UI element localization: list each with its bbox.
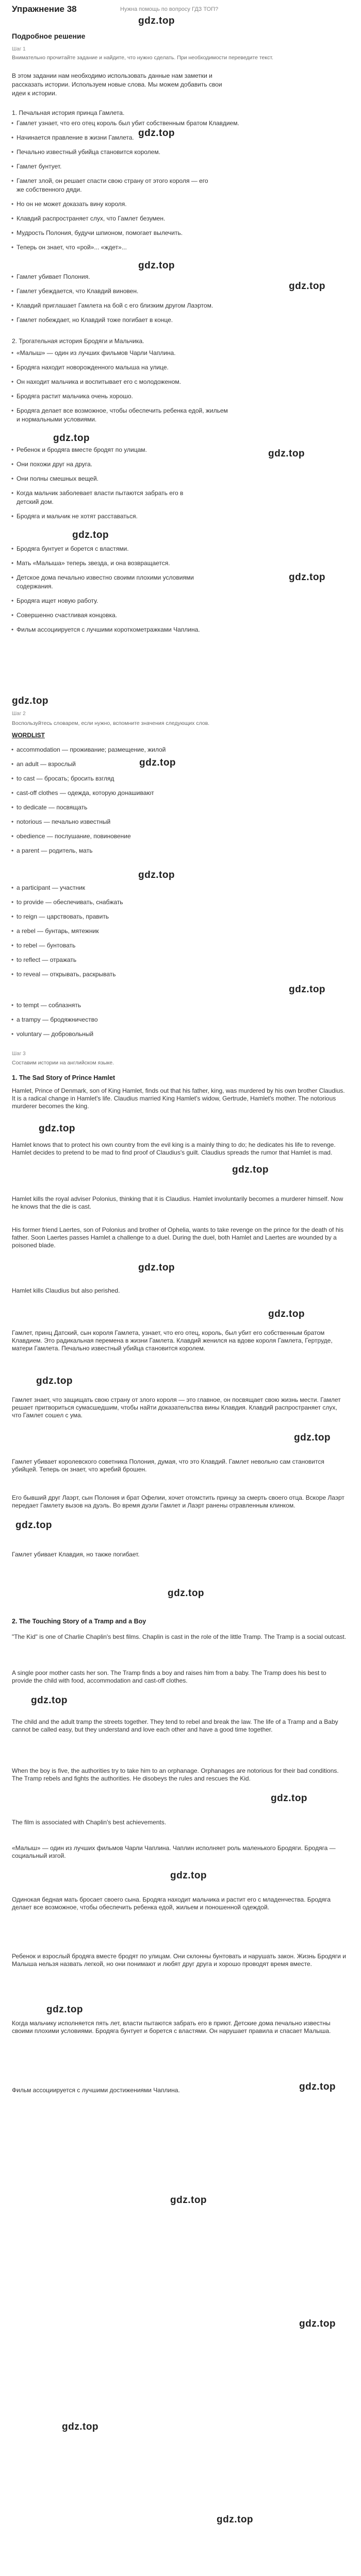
list-item-continuation: содержания.	[17, 583, 53, 590]
list-item: • Бродяга ищет новую работу.	[17, 597, 98, 604]
vocab-item: • accommodation — проживание; размещение, жилой	[17, 746, 166, 753]
vocab-item: • a rebel — бунтарь, мятежник	[17, 927, 99, 935]
vocab-item: • to reign — царствовать, править	[17, 913, 109, 920]
list-item: • Бродяга находит новорожденного малыша на улице.	[17, 364, 169, 371]
watermark: gdz.top	[15, 1520, 53, 1531]
step-label: Шаг 1	[12, 46, 26, 52]
paragraph: Hamlet kills Claudius but also perished.	[12, 1287, 120, 1294]
watermark: gdz.top	[289, 984, 326, 995]
list-item-continuation: же собственного дяди.	[17, 186, 82, 193]
list-item: • Он находит мальчика и воспитывает его с молодоженом.	[17, 378, 181, 385]
step-note: Воспользуйтесь словарем, если нужно, вспомните значения следующих слов.	[12, 720, 210, 726]
watermark: gdz.top	[168, 1588, 205, 1599]
list-item: • Гамлет убивает Полония.	[17, 273, 90, 280]
list-item: • «Малыш» — один из лучших фильмов Чарли Чаплина.	[17, 349, 176, 357]
intro-line: рассказать истории. Используем новые слова. Мы можем добавить свои	[12, 81, 222, 88]
list-item: • Мудрость Полония, будучи шпионом, помогает вылечить.	[17, 229, 183, 236]
step-note: Составим истории на английском языке.	[12, 1060, 114, 1066]
list-item: • Мать «Малыша» теперь звезда, и она возвращается.	[17, 560, 170, 567]
vocab-item: • an adult — взрослый	[17, 760, 76, 768]
paragraph: Hamlet, Prince of Denmark, son of King Hamlet, finds out that his father, king, was murdered by his own brother Claudius. It is a radical change in Hamlet's life. Claudius married King Hamlet's widow, Gertrude, Hamlet's mother. The notorious murderer becomes the king.	[12, 1087, 345, 1110]
paragraph: His former friend Laertes, son of Polonius and brother of Ophelia, wants to take revenge on the prince for the death of his father. Soon Laertes passes Hamlet a challenge to a duel. During the duel, both Hamlet and Laertes are wounded by a poisoned blade.	[12, 1226, 344, 1249]
list-item: • Ребенок и бродяга вместе бродят по улицам.	[17, 446, 147, 453]
story-title: 1. The Sad Story of Prince Hamlet	[12, 1074, 116, 1081]
watermark: gdz.top	[299, 2081, 336, 2092]
paragraph: The film is associated with Chaplin's best achievements.	[12, 1819, 167, 1826]
list-item: • Гамлет бунтует.	[17, 163, 61, 170]
vocab-item: • notorious — печально известный	[17, 818, 110, 825]
vocab-item: • a participant — участник	[17, 884, 85, 891]
paragraph: A single poor mother casts her son. The Tramp finds a boy and raises him from a baby. The Tramp does his best to provide the child with food, accommodation and cast-off clothes.	[12, 1669, 326, 1684]
vocab-item: • to reflect — отражать	[17, 956, 76, 963]
list-item: • Бродяга делает все возможное, чтобы обеспечить ребенка едой, жильем	[17, 407, 228, 414]
step-note: Внимательно прочитайте задание и найдите, что нужно сделать. При необходимости переведите текст.	[12, 55, 273, 61]
list-item: • Гамлет злой, он решает спасти свою страну от этого короля — его	[17, 177, 208, 184]
section-title: Подробное решение	[12, 32, 86, 40]
watermark: gdz.top	[46, 2004, 84, 2015]
list-item: • Они полны смешных вещей.	[17, 475, 99, 482]
list-item: • Когда мальчик заболевает власти пытаются забрать его в	[17, 489, 183, 497]
vocab-item: • to cast — бросать; бросить взгляд	[17, 775, 114, 782]
vocab-item: • obedience — послушание, повиновение	[17, 833, 131, 840]
paragraph-ru: Фильм ассоциируется с лучшими достижениями Чаплина.	[12, 2087, 180, 2094]
watermark: gdz.top	[299, 2318, 336, 2329]
watermark: gdz.top	[289, 572, 326, 583]
list-item: • Фильм ассоциируется с лучшими короткометражками Чаплина.	[17, 626, 200, 633]
help-hint-link[interactable]: Нужна помощь по вопросу ГДЗ ТОП?	[120, 6, 219, 12]
watermark: gdz.top	[217, 2514, 254, 2525]
paragraph-ru: Ребенок и взрослый бродяга вместе бродят по улицам. Они склонны бунтовать и нарушать закон. Жизнь Бродяги и Малыша нельзя назвать легкой, но они понимают и любят друг друга и хорошо проводят время вместе.	[12, 1953, 346, 1968]
watermark: gdz.top	[138, 260, 175, 271]
page-title: Упражнение 38	[12, 4, 77, 14]
paragraph-ru: Его бывший друг Лаэрт, сын Полония и брат Офелии, хочет отомстить принцу за смерть своего отца. Вскоре Лаэрт передает Гамлету вызов на дуэль. Во время дуэли Гамлет и Лаэрт ранены отравленным клинком.	[12, 1494, 344, 1509]
list-item: • Детское дома печально известно своими плохими условиями	[17, 574, 194, 581]
watermark: gdz.top	[62, 2421, 99, 2432]
list-item: • Бродяга растит мальчика очень хорошо.	[17, 393, 133, 400]
vocab-item: • to provide — обеспечивать, снабжать	[17, 899, 123, 906]
watermark: gdz.top	[268, 1309, 305, 1319]
paragraph-ru: «Малыш» — один из лучших фильмов Чарли Чаплина. Чаплин исполняет роль маленького Бродяги. Бродяга — социальный изгой.	[12, 1844, 336, 1859]
watermark: gdz.top	[138, 15, 175, 26]
paragraph: Hamlet knows that to protect his own country from the evil king is a mainly thing to do; he dedicates his life to revenge. Hamlet decides to pretend to be mad to find proof of Claudius's guilt. Claudius spreads the rumor that Hamlet is mad.	[12, 1141, 336, 1156]
list-item: • Но он не может доказать вину короля.	[17, 200, 127, 208]
watermark: gdz.top	[53, 433, 90, 444]
paragraph: When the boy is five, the authorities try to take him to an orphanage. Orphanages are notorious for their bad conditions. The Tramp rebels and fights the authorities. He disobeys the rules and rescues the Kid.	[12, 1767, 339, 1782]
vocab-item: • a trampy — бродяжничество	[17, 1016, 98, 1023]
list-item: • Они похожи друг на друга.	[17, 461, 92, 468]
list-item: • Начинается правление в жизни Гамлета.	[17, 134, 134, 141]
watermark: gdz.top	[170, 2195, 207, 2206]
list-item: • Бродяга бунтует и борется с властями.	[17, 545, 129, 552]
watermark: gdz.top	[138, 870, 175, 880]
wordlist-title: WORDLIST	[12, 732, 45, 739]
list-item: • Совершенно счастливая концовка.	[17, 612, 117, 619]
step-label: Шаг 3	[12, 1051, 26, 1057]
vocab-item: • voluntary — добровольный	[17, 1030, 93, 1038]
watermark: gdz.top	[138, 1262, 175, 1273]
watermark: gdz.top	[294, 1432, 331, 1443]
watermark: gdz.top	[31, 1695, 68, 1706]
list-item: • Печально известный убийца становится королем.	[17, 148, 160, 156]
watermark: gdz.top	[138, 128, 175, 139]
vocab-item: • to reveal — открывать, раскрывать	[17, 971, 116, 978]
list-item: • Гамлет убеждается, что Клавдий виновен.	[17, 287, 138, 295]
watermark: gdz.top	[170, 1870, 207, 1881]
vocab-item: • a parent — родитель, мать	[17, 847, 92, 854]
paragraph: The child and the adult tramp the streets together. They tend to rebel and break the law. The life of a Tramp and a Baby cannot be called easy, but they understand and love each other and have a good time together.	[12, 1718, 338, 1733]
story-heading: 2. Трогательная история Бродяги и Мальчика.	[12, 337, 144, 345]
vocab-item: • to rebel — бунтовать	[17, 942, 75, 949]
intro-line: идеи к истории.	[12, 90, 57, 97]
watermark: gdz.top	[39, 1123, 76, 1134]
paragraph-ru: Одинокая бедная мать бросает своего сына. Бродяга находит мальчика и растит его с младенчества. Бродяга делает все возможное, чтобы обеспечить ребенка едой, жильем и поношенной одеждой.	[12, 1896, 331, 1911]
list-item: • Теперь он знает, что «рой»... «ждет»...	[17, 244, 127, 251]
paragraph: "The Kid" is one of Charlie Chaplin's best films. Chaplin is cast in the role of the little Tramp. The Tramp is a social outcast.	[12, 1633, 347, 1640]
paragraph-ru: Гамлет убивает Клавдия, но также погибает.	[12, 1551, 140, 1558]
watermark: gdz.top	[36, 1376, 73, 1386]
intro-line: В этом задании нам необходимо использовать данные нам заметки и	[12, 72, 212, 79]
watermark: gdz.top	[271, 1793, 308, 1804]
list-item-continuation: и нормальными условиями.	[17, 416, 97, 423]
watermark: gdz.top	[289, 281, 326, 292]
watermark: gdz.top	[139, 757, 176, 768]
paragraph: Hamlet kills the royal adviser Polonius, thinking that it is Claudius. Hamlet involuntarily becomes a murderer himself. Now he knows that the die is cast.	[12, 1195, 343, 1210]
list-item: • Гамлет побеждает, но Клавдий тоже погибает в конце.	[17, 316, 173, 324]
list-item: • Клавдий распространяет слух, что Гамлет безумен.	[17, 215, 165, 222]
watermark: gdz.top	[268, 448, 305, 459]
paragraph-ru: Гамлет, принц Датский, сын короля Гамлета, узнает, что его отец, король, был убит его собственным братом Клавдием. Это радикальная перемена в жизни Гамлета. Клавдий женился на вдове короля Гамлета, Гертруде, матери Гамлета. Печально известный убийца становится королем.	[12, 1329, 333, 1352]
watermark: gdz.top	[72, 530, 109, 540]
story-title: 2. The Touching Story of a Tramp and a Boy	[12, 1618, 146, 1625]
story-heading: 1. Печальная история принца Гамлета.	[12, 109, 125, 116]
paragraph-ru: Гамлет знает, что защищать свою страну от злого короля — это главное, он посвящает свою жизнь мести. Гамлет решает притвориться сумасшедшим, чтобы найти доказательства вины Клавдия. Клавдий распространяет слух, что Гамлет сошел с ума.	[12, 1396, 341, 1419]
watermark: gdz.top	[12, 696, 49, 706]
vocab-item: • to tempt — соблазнять	[17, 1002, 81, 1009]
list-item: • Гамлет узнает, что его отец король был убит собственным братом Клавдием.	[17, 120, 239, 127]
step-label: Шаг 2	[12, 711, 26, 717]
vocab-item: • cast-off clothes — одежда, которую донашивают	[17, 789, 154, 796]
vocab-item: • to dedicate — посвящать	[17, 804, 87, 811]
watermark: gdz.top	[232, 1164, 269, 1175]
paragraph-ru: Когда мальчику исполняется пять лет, власти пытаются забрать его в приют. Детские дома печально известны своими плохими условиями. Бродяга бунтует и борется с властями. Он нарушает правила и спасает Малыша.	[12, 2020, 331, 2035]
list-item: • Клавдий приглашает Гамлета на бой с его близким другом Лаэртом.	[17, 302, 213, 309]
list-item-continuation: детский дом.	[17, 498, 54, 505]
paragraph-ru: Гамлет убивает королевского советника Полония, думая, что это Клавдий. Гамлет невольно сам становится убийцей. Теперь он знает, что жребий брошен.	[12, 1458, 324, 1473]
list-item: • Бродяга и мальчик не хотят расставаться.	[17, 513, 138, 520]
